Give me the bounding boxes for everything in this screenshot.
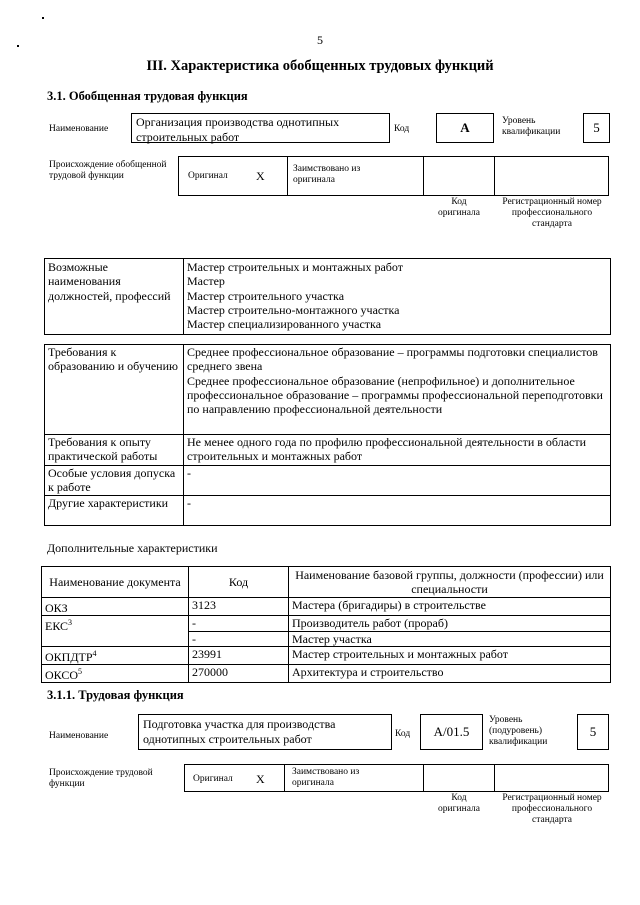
gtf-original-mark: X	[256, 169, 265, 183]
additional-header-name: Наименование базовой группы, должности (профессии) или специальности	[289, 567, 611, 598]
req-education-value: Среднее профессиональное образование – программы подготовки специалистов среднего звена Среднее профессиональное образование (непрофильное) и дополнительное профессиональное образование – программы профессиональной переподготовки по направлению профессиональной деятельности	[184, 345, 611, 435]
additional-table	[41, 566, 611, 683]
positions-label: Возможные наименования должностей, профессий	[45, 259, 184, 335]
tf-code-value: A/01.5	[420, 714, 483, 750]
table-row-name: Мастер строительных и монтажных работ	[289, 646, 611, 664]
position-item: Мастер строительно-монтажного участка	[187, 302, 400, 317]
gtf-name-value: Организация производства однотипных строительных работ	[131, 113, 390, 143]
tf-name-label: Наименование	[49, 731, 109, 741]
gtf-borrowed-label: Заимствовано из оригинала	[293, 164, 361, 185]
table-row-name: Архитектура и строительство	[289, 665, 611, 683]
gtf-origin-label: Происхождение обобщенной трудовой функции	[49, 160, 167, 181]
tf-level-label: Уровень (подуровень) квалификации	[489, 715, 548, 747]
gtf-level-value: 5	[583, 113, 610, 143]
gtf-code-value: A	[436, 113, 494, 143]
tf-borrowed-label: Заимствовано из оригинала	[292, 767, 360, 788]
req-other-value: -	[184, 496, 611, 526]
additional-header-doc: Наименование документа	[42, 567, 189, 598]
req-special-label: Особые условия допуска к работе	[45, 466, 184, 496]
table-row-doc: ОКЗ	[42, 598, 189, 616]
position-item: Мастер строительных и монтажных работ	[187, 260, 403, 274]
positions-table	[44, 258, 611, 335]
req-experience-label: Требования к опыту практической работы	[45, 435, 184, 466]
gtf-code-label: Код	[394, 124, 410, 134]
gtf-original-label: Оригинал	[188, 171, 228, 181]
table-row-doc: ОКПДТР$^4$	[42, 646, 189, 664]
table-row-doc: ОКСО$^5$	[42, 665, 189, 683]
scan-speck	[42, 17, 44, 19]
position-item: Мастер	[187, 274, 225, 289]
tf-heading: 3.1.1. Трудовая функция	[47, 688, 184, 702]
table-row-name: Мастера (бригадиры) в строительстве	[289, 598, 611, 616]
tf-level-value: 5	[577, 714, 609, 750]
tf-origin-label: Происхождение трудовой функции	[49, 768, 153, 789]
tf-origin-box	[184, 764, 609, 792]
req-other-label: Другие характеристики	[45, 496, 184, 526]
req-special-value: -	[184, 466, 611, 496]
position-item: Мастер строительного участка	[187, 288, 345, 303]
tf-code-original-label: Код оригинала	[438, 793, 480, 814]
gtf-reg-number-label: Регистрационный номер профессионального стандарта	[502, 197, 602, 229]
requirements-table	[44, 344, 611, 526]
gtf-level-label: Уровень квалификации	[502, 116, 561, 137]
table-row-code: 3123	[189, 598, 289, 616]
tf-original-mark: X	[256, 772, 265, 786]
gtf-code-original-label: Код оригинала	[438, 197, 480, 218]
page-number: 5	[317, 33, 323, 47]
tf-name-value: Подготовка участка для производства однотипных строительных работ	[138, 714, 392, 750]
position-item: Мастер специализированного участка	[187, 317, 382, 332]
section-title: III. Характеристика обобщенных трудовых функций	[146, 58, 494, 74]
tf-original-label: Оригинал	[193, 774, 233, 784]
req-education-label: Требования к образованию и обучению	[45, 345, 184, 435]
req-experience-value: Не менее одного года по профилю профессиональной деятельности в области строительных и монтажных работ	[184, 435, 611, 466]
table-row-doc: ЕКС$^3$	[42, 616, 189, 647]
table-row-name: Производитель работ (прораб)	[289, 616, 611, 631]
additional-heading: Дополнительные характеристики	[47, 541, 218, 555]
gtf-name-label: Наименование	[49, 124, 109, 134]
positions-list	[184, 259, 611, 335]
additional-header-code: Код	[189, 567, 289, 598]
table-row-name: Мастер участка	[289, 631, 611, 646]
gtf-origin-box	[178, 156, 609, 196]
table-row-code: 23991	[189, 646, 289, 664]
table-row-code: -	[189, 631, 289, 646]
tf-reg-number-label: Регистрационный номер профессионального стандарта	[502, 793, 602, 825]
tf-code-label: Код	[395, 729, 411, 739]
gtf-heading: 3.1. Обобщенная трудовая функция	[47, 89, 248, 103]
table-row-code: -	[189, 616, 289, 631]
table-row-code: 270000	[189, 665, 289, 683]
